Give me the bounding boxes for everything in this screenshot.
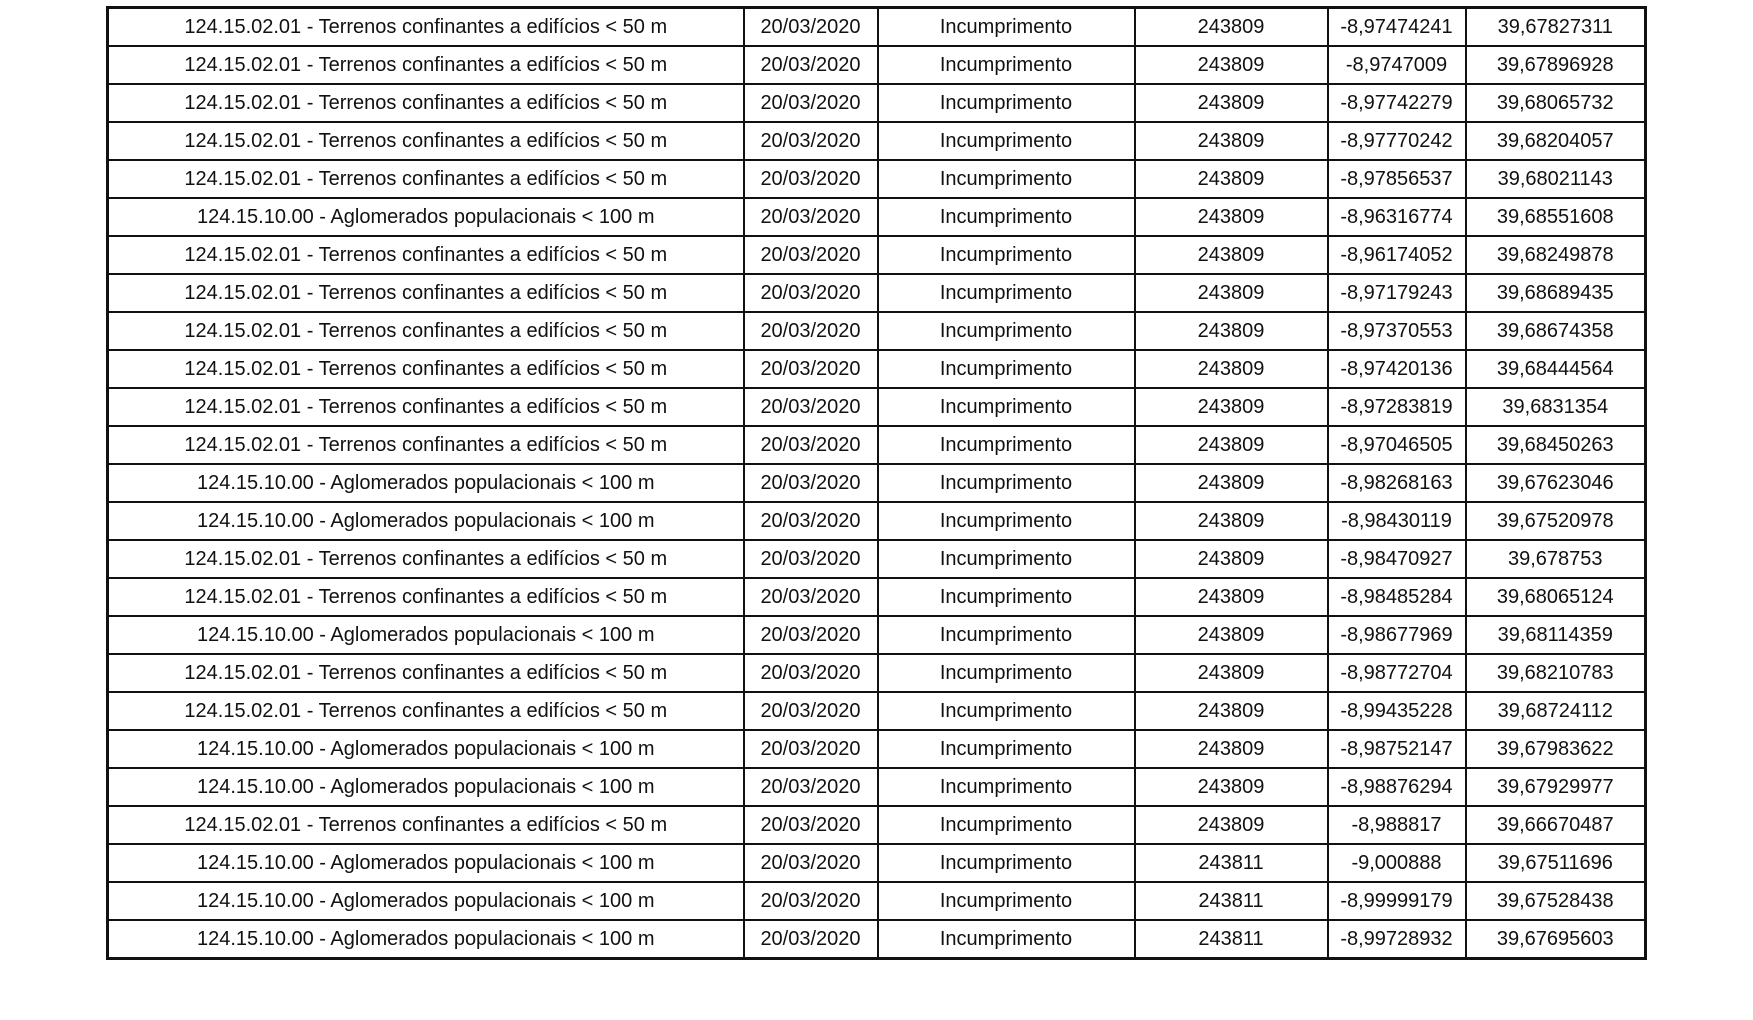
regulation-cell: 124.15.02.01 - Terrenos confinantes a edifícios < 50 m [108, 388, 744, 426]
status-cell: Incumprimento [878, 8, 1135, 47]
process-number-cell: 243809 [1135, 730, 1328, 768]
longitude-cell: -8,99435228 [1328, 692, 1466, 730]
process-number-cell: 243809 [1135, 464, 1328, 502]
regulation-cell: 124.15.02.01 - Terrenos confinantes a edifícios < 50 m [108, 806, 744, 844]
process-number-cell: 243809 [1135, 806, 1328, 844]
status-cell: Incumprimento [878, 502, 1135, 540]
status-cell: Incumprimento [878, 426, 1135, 464]
process-number-cell: 243809 [1135, 388, 1328, 426]
date-cell: 20/03/2020 [744, 578, 878, 616]
latitude-cell: 39,68450263 [1466, 426, 1646, 464]
status-cell: Incumprimento [878, 882, 1135, 920]
regulation-cell: 124.15.10.00 - Aglomerados populacionais < 100 m [108, 730, 744, 768]
table-row [108, 426, 1646, 464]
date-cell: 20/03/2020 [744, 8, 878, 47]
latitude-cell: 39,67623046 [1466, 464, 1646, 502]
status-cell: Incumprimento [878, 768, 1135, 806]
date-cell: 20/03/2020 [744, 198, 878, 236]
date-cell: 20/03/2020 [744, 388, 878, 426]
longitude-cell: -8,98430119 [1328, 502, 1466, 540]
date-cell: 20/03/2020 [744, 768, 878, 806]
status-cell: Incumprimento [878, 236, 1135, 274]
regulation-cell: 124.15.10.00 - Aglomerados populacionais < 100 m [108, 768, 744, 806]
latitude-cell: 39,68724112 [1466, 692, 1646, 730]
status-cell: Incumprimento [878, 274, 1135, 312]
date-cell: 20/03/2020 [744, 312, 878, 350]
status-cell: Incumprimento [878, 464, 1135, 502]
regulation-cell: 124.15.02.01 - Terrenos confinantes a edifícios < 50 m [108, 8, 744, 47]
table-row [108, 198, 1646, 236]
longitude-cell: -8,98677969 [1328, 616, 1466, 654]
process-number-cell: 243809 [1135, 502, 1328, 540]
regulation-cell: 124.15.10.00 - Aglomerados populacionais < 100 m [108, 882, 744, 920]
date-cell: 20/03/2020 [744, 882, 878, 920]
longitude-cell: -8,9747009 [1328, 46, 1466, 84]
status-cell: Incumprimento [878, 160, 1135, 198]
latitude-cell: 39,67827311 [1466, 8, 1646, 47]
process-number-cell: 243809 [1135, 312, 1328, 350]
longitude-cell: -8,98470927 [1328, 540, 1466, 578]
records-table-body [108, 8, 1646, 959]
process-number-cell: 243809 [1135, 692, 1328, 730]
process-number-cell: 243809 [1135, 540, 1328, 578]
process-number-cell: 243809 [1135, 46, 1328, 84]
date-cell: 20/03/2020 [744, 616, 878, 654]
status-cell: Incumprimento [878, 388, 1135, 426]
table-row [108, 84, 1646, 122]
latitude-cell: 39,68249878 [1466, 236, 1646, 274]
process-number-cell: 243811 [1135, 920, 1328, 959]
status-cell: Incumprimento [878, 46, 1135, 84]
latitude-cell: 39,67896928 [1466, 46, 1646, 84]
date-cell: 20/03/2020 [744, 502, 878, 540]
table-row [108, 920, 1646, 959]
latitude-cell: 39,678753 [1466, 540, 1646, 578]
records-table [106, 6, 1647, 960]
process-number-cell: 243809 [1135, 654, 1328, 692]
date-cell: 20/03/2020 [744, 46, 878, 84]
latitude-cell: 39,68444564 [1466, 350, 1646, 388]
status-cell: Incumprimento [878, 350, 1135, 388]
process-number-cell: 243809 [1135, 122, 1328, 160]
table-row [108, 616, 1646, 654]
status-cell: Incumprimento [878, 122, 1135, 160]
longitude-cell: -8,98268163 [1328, 464, 1466, 502]
latitude-cell: 39,67511696 [1466, 844, 1646, 882]
status-cell: Incumprimento [878, 730, 1135, 768]
regulation-cell: 124.15.02.01 - Terrenos confinantes a edifícios < 50 m [108, 312, 744, 350]
status-cell: Incumprimento [878, 312, 1135, 350]
regulation-cell: 124.15.02.01 - Terrenos confinantes a edifícios < 50 m [108, 274, 744, 312]
process-number-cell: 243811 [1135, 882, 1328, 920]
process-number-cell: 243809 [1135, 768, 1328, 806]
longitude-cell: -8,97179243 [1328, 274, 1466, 312]
longitude-cell: -9,000888 [1328, 844, 1466, 882]
latitude-cell: 39,66670487 [1466, 806, 1646, 844]
longitude-cell: -8,98876294 [1328, 768, 1466, 806]
regulation-cell: 124.15.10.00 - Aglomerados populacionais < 100 m [108, 502, 744, 540]
table-row [108, 388, 1646, 426]
status-cell: Incumprimento [878, 920, 1135, 959]
date-cell: 20/03/2020 [744, 920, 878, 959]
regulation-cell: 124.15.10.00 - Aglomerados populacionais < 100 m [108, 616, 744, 654]
status-cell: Incumprimento [878, 84, 1135, 122]
table-row [108, 312, 1646, 350]
table-row [108, 578, 1646, 616]
longitude-cell: -8,97420136 [1328, 350, 1466, 388]
table-row [108, 274, 1646, 312]
latitude-cell: 39,6831354 [1466, 388, 1646, 426]
status-cell: Incumprimento [878, 844, 1135, 882]
latitude-cell: 39,67520978 [1466, 502, 1646, 540]
date-cell: 20/03/2020 [744, 806, 878, 844]
process-number-cell: 243809 [1135, 616, 1328, 654]
regulation-cell: 124.15.10.00 - Aglomerados populacionais < 100 m [108, 464, 744, 502]
latitude-cell: 39,67695603 [1466, 920, 1646, 959]
table-row [108, 350, 1646, 388]
date-cell: 20/03/2020 [744, 844, 878, 882]
table-row [108, 806, 1646, 844]
longitude-cell: -8,99999179 [1328, 882, 1466, 920]
status-cell: Incumprimento [878, 692, 1135, 730]
longitude-cell: -8,96174052 [1328, 236, 1466, 274]
regulation-cell: 124.15.10.00 - Aglomerados populacionais < 100 m [108, 844, 744, 882]
status-cell: Incumprimento [878, 578, 1135, 616]
table-row [108, 160, 1646, 198]
longitude-cell: -8,97283819 [1328, 388, 1466, 426]
longitude-cell: -8,97742279 [1328, 84, 1466, 122]
regulation-cell: 124.15.02.01 - Terrenos confinantes a edifícios < 50 m [108, 692, 744, 730]
status-cell: Incumprimento [878, 198, 1135, 236]
regulation-cell: 124.15.02.01 - Terrenos confinantes a edifícios < 50 m [108, 578, 744, 616]
table-row [108, 8, 1646, 47]
table-row [108, 692, 1646, 730]
longitude-cell: -8,96316774 [1328, 198, 1466, 236]
date-cell: 20/03/2020 [744, 426, 878, 464]
latitude-cell: 39,68204057 [1466, 122, 1646, 160]
date-cell: 20/03/2020 [744, 540, 878, 578]
table-row [108, 768, 1646, 806]
table-row [108, 882, 1646, 920]
latitude-cell: 39,68114359 [1466, 616, 1646, 654]
longitude-cell: -8,988817 [1328, 806, 1466, 844]
date-cell: 20/03/2020 [744, 654, 878, 692]
longitude-cell: -8,99728932 [1328, 920, 1466, 959]
latitude-cell: 39,68210783 [1466, 654, 1646, 692]
regulation-cell: 124.15.10.00 - Aglomerados populacionais < 100 m [108, 198, 744, 236]
table-row [108, 122, 1646, 160]
longitude-cell: -8,97370553 [1328, 312, 1466, 350]
table-row [108, 46, 1646, 84]
regulation-cell: 124.15.02.01 - Terrenos confinantes a edifícios < 50 m [108, 84, 744, 122]
process-number-cell: 243809 [1135, 236, 1328, 274]
latitude-cell: 39,68689435 [1466, 274, 1646, 312]
latitude-cell: 39,68065732 [1466, 84, 1646, 122]
date-cell: 20/03/2020 [744, 730, 878, 768]
latitude-cell: 39,67528438 [1466, 882, 1646, 920]
date-cell: 20/03/2020 [744, 692, 878, 730]
regulation-cell: 124.15.02.01 - Terrenos confinantes a edifícios < 50 m [108, 426, 744, 464]
regulation-cell: 124.15.02.01 - Terrenos confinantes a edifícios < 50 m [108, 160, 744, 198]
latitude-cell: 39,68551608 [1466, 198, 1646, 236]
longitude-cell: -8,98772704 [1328, 654, 1466, 692]
process-number-cell: 243809 [1135, 426, 1328, 464]
latitude-cell: 39,68065124 [1466, 578, 1646, 616]
latitude-cell: 39,68674358 [1466, 312, 1646, 350]
date-cell: 20/03/2020 [744, 464, 878, 502]
latitude-cell: 39,67929977 [1466, 768, 1646, 806]
regulation-cell: 124.15.02.01 - Terrenos confinantes a edifícios < 50 m [108, 350, 744, 388]
table-row [108, 236, 1646, 274]
regulation-cell: 124.15.02.01 - Terrenos confinantes a edifícios < 50 m [108, 236, 744, 274]
table-row [108, 844, 1646, 882]
process-number-cell: 243809 [1135, 198, 1328, 236]
process-number-cell: 243809 [1135, 8, 1328, 47]
process-number-cell: 243811 [1135, 844, 1328, 882]
regulation-cell: 124.15.02.01 - Terrenos confinantes a edifícios < 50 m [108, 46, 744, 84]
regulation-cell: 124.15.02.01 - Terrenos confinantes a edifícios < 50 m [108, 654, 744, 692]
longitude-cell: -8,97046505 [1328, 426, 1466, 464]
status-cell: Incumprimento [878, 654, 1135, 692]
table-row [108, 502, 1646, 540]
latitude-cell: 39,67983622 [1466, 730, 1646, 768]
date-cell: 20/03/2020 [744, 274, 878, 312]
date-cell: 20/03/2020 [744, 122, 878, 160]
regulation-cell: 124.15.02.01 - Terrenos confinantes a edifícios < 50 m [108, 122, 744, 160]
status-cell: Incumprimento [878, 806, 1135, 844]
regulation-cell: 124.15.10.00 - Aglomerados populacionais < 100 m [108, 920, 744, 959]
longitude-cell: -8,97474241 [1328, 8, 1466, 47]
date-cell: 20/03/2020 [744, 350, 878, 388]
process-number-cell: 243809 [1135, 84, 1328, 122]
date-cell: 20/03/2020 [744, 160, 878, 198]
process-number-cell: 243809 [1135, 578, 1328, 616]
table-row [108, 654, 1646, 692]
longitude-cell: -8,98752147 [1328, 730, 1466, 768]
table-row [108, 730, 1646, 768]
date-cell: 20/03/2020 [744, 236, 878, 274]
longitude-cell: -8,98485284 [1328, 578, 1466, 616]
process-number-cell: 243809 [1135, 274, 1328, 312]
table-row [108, 540, 1646, 578]
date-cell: 20/03/2020 [744, 84, 878, 122]
longitude-cell: -8,97856537 [1328, 160, 1466, 198]
table-row [108, 464, 1646, 502]
process-number-cell: 243809 [1135, 160, 1328, 198]
status-cell: Incumprimento [878, 540, 1135, 578]
latitude-cell: 39,68021143 [1466, 160, 1646, 198]
regulation-cell: 124.15.02.01 - Terrenos confinantes a edifícios < 50 m [108, 540, 744, 578]
status-cell: Incumprimento [878, 616, 1135, 654]
process-number-cell: 243809 [1135, 350, 1328, 388]
longitude-cell: -8,97770242 [1328, 122, 1466, 160]
